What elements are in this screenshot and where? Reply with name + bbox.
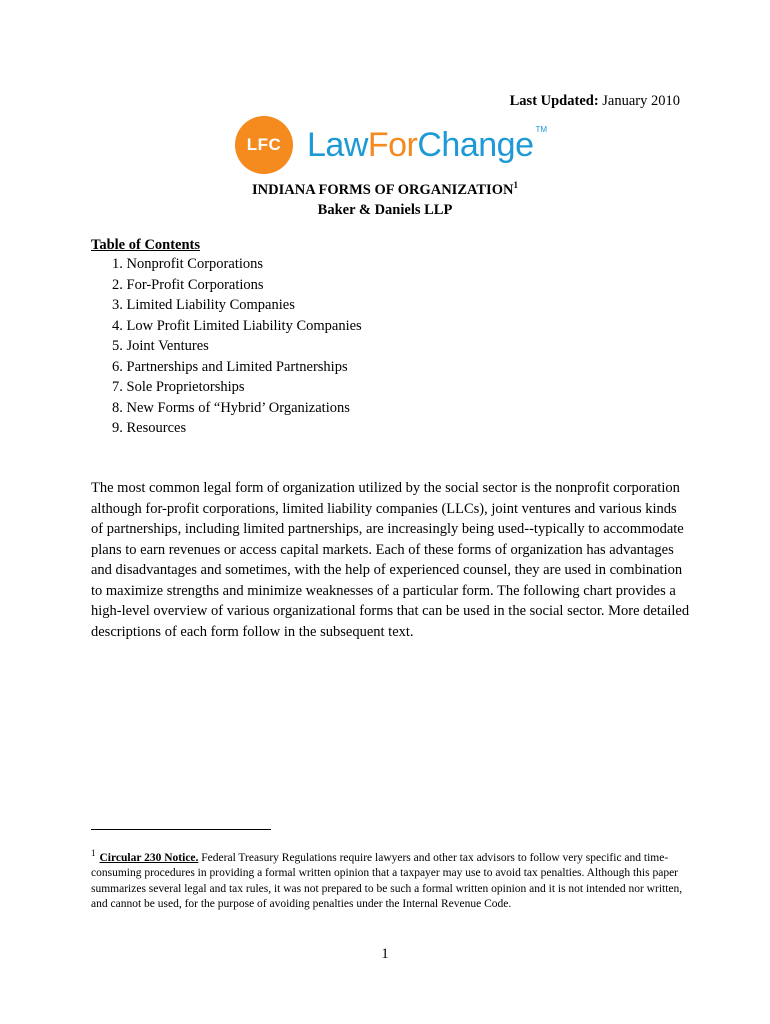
toc-item[interactable]: 4. Low Profit Limited Liability Companies: [112, 317, 362, 334]
toc-item[interactable]: 3. Limited Liability Companies: [112, 297, 295, 313]
table-of-contents: [112, 254, 362, 439]
logo-wordmark: [307, 128, 533, 162]
footnote-label: Circular 230 Notice.: [99, 852, 199, 864]
page-number: 1: [381, 946, 389, 962]
footnote-divider: [91, 829, 271, 830]
toc-item[interactable]: 6. Partnerships and Limited Partnerships: [112, 358, 348, 375]
lawforchange-logo: [235, 115, 547, 175]
logo-badge: [235, 116, 293, 174]
last-updated-label: Last Updated:: [509, 93, 599, 109]
toc-item[interactable]: 1. Nonprofit Corporations: [112, 256, 264, 272]
toc-item[interactable]: 9. Resources: [112, 420, 187, 436]
document-subtitle: Baker & Daniels LLP: [317, 202, 453, 218]
toc-item[interactable]: 7. Sole Proprietorships: [112, 379, 245, 395]
toc-item[interactable]: 8. New Forms of “Hybrid’ Organizations: [112, 399, 350, 416]
document-title: [0, 182, 770, 199]
logo-word-part3: Change: [417, 126, 534, 164]
title-footnote-ref[interactable]: 1: [513, 180, 518, 191]
intro-paragraph: The most common legal form of organization utilized by the social sector is the nonprofit corporation although for-profit corporations, limited liability companies (LLCs), joint ventures and various kinds of partnerships, including limited partnerships, are increasingly being used--typically to accommodate plans to earn revenues or access capital markets. Each of these forms of organization has advantages and disadvantages and sometimes, with the help of experienced counsel, they are used in combination to maximize strengths and minimize weaknesses of a particular form. The following chart provides a high-level overview of various organizational forms that can be used in the social sector. More detailed descriptions of each form follow in the subsequent text.: [91, 480, 690, 640]
logo-badge-text: LFC: [246, 135, 282, 154]
logo-trademark: TM: [535, 125, 548, 134]
last-updated: [510, 93, 680, 110]
footnote: [91, 848, 691, 913]
footnote-marker: 1: [91, 848, 96, 859]
logo-word-part1: Law: [307, 126, 368, 164]
toc-heading: Table of Contents: [91, 237, 201, 253]
logo-word-part2: For: [367, 126, 418, 164]
footnote-text: Federal Treasury Regulations require lawyers and other tax advisors to follow very specific and time-consuming procedures in providing a formal written opinion that a taxpayer may use to avoid tax penalties. Although this paper summarizes several legal and tax rules, it was not prepared to be such a formal written opinion and it is not intended nor written, and cannot be used, for the purpose of avoiding penalties under the Internal Revenue Code.: [91, 852, 683, 911]
toc-item[interactable]: 5. Joint Ventures: [112, 338, 209, 354]
document-title-text: INDIANA FORMS OF ORGANIZATION: [252, 182, 514, 198]
toc-item[interactable]: 2. For-Profit Corporations: [112, 276, 264, 293]
last-updated-date: January 2010: [602, 93, 680, 109]
